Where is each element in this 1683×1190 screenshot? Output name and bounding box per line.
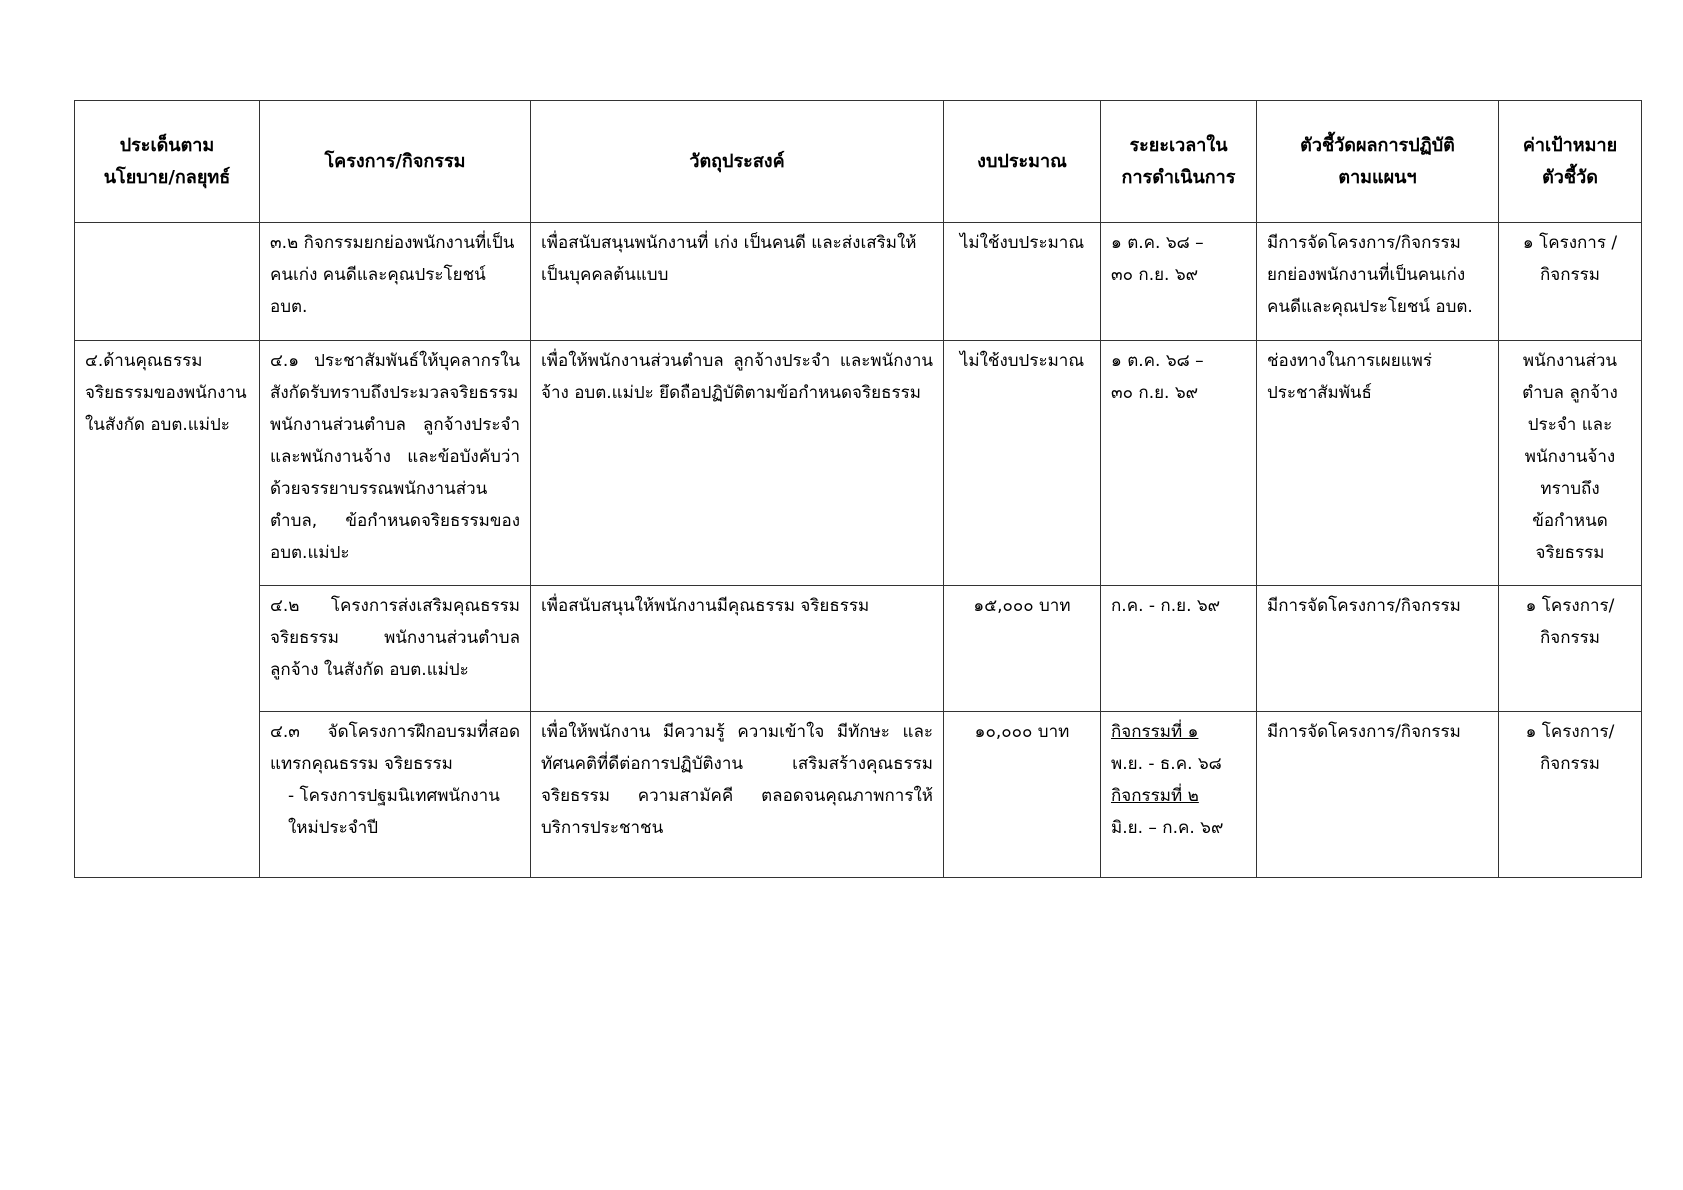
header-project: โครงการ/กิจกรรม [260, 101, 531, 223]
period-cell: ๑ ต.ค. ๖๘ – ๓๐ ก.ย. ๖๙ [1101, 223, 1257, 341]
target-cell: ๑ โครงการ/ กิจกรรม [1499, 586, 1642, 712]
objective-cell: เพื่อสนับสนุนพนักงานที่ เก่ง เป็นคนดี และส่งเสริมให้เป็นบุคคลต้นแบบ [531, 223, 944, 341]
header-row [75, 101, 1642, 223]
header-period: ระยะเวลาใน การดำเนินการ [1101, 101, 1257, 223]
project-cell: ๔.๑ ประชาสัมพันธ์ให้บุคลากรในสังกัดรับทราบถึงประมวลจริยธรรมพนักงานส่วนตำบล ลูกจ้างประจำ และพนักงานจ้าง และข้อบังคับว่าด้วยจรรยาบรรณพนักงานส่วนตำบล, ข้อกำหนดจริยธรรมของ อบต.แม่ปะ [260, 341, 531, 586]
budget-cell: ไม่ใช้งบประมาณ [944, 223, 1101, 341]
project-cell: ๓.๒ กิจกรรมยกย่องพนักงานที่เป็นคนเก่ง คนดีและคุณประโยชน์ อบต. [260, 223, 531, 341]
action-plan-table [74, 100, 1642, 878]
budget-cell: ๑๐,๐๐๐ บาท [944, 712, 1101, 878]
header-policy: ประเด็นตาม นโยบาย/กลยุทธ์ [75, 101, 260, 223]
header-objective: วัตถุประสงค์ [531, 101, 944, 223]
indicator-cell: ช่องทางในการเผยแพร่ ประชาสัมพันธ์ [1257, 341, 1499, 586]
project-cell [260, 712, 531, 878]
policy-cell [75, 223, 260, 341]
activity-1-label: กิจกรรมที่ ๑ [1111, 722, 1199, 742]
table-row [75, 341, 1642, 586]
indicator-cell: มีการจัดโครงการ/กิจกรรม ยกย่องพนักงานที่เป็นคนเก่ง คนดีและคุณประโยชน์ อบต. [1257, 223, 1499, 341]
indicator-cell: มีการจัดโครงการ/กิจกรรม [1257, 586, 1499, 712]
policy-cell-section-4: ๔.ด้านคุณธรรม จริยธรรมของพนักงาน ในสังกัด อบต.แม่ปะ [75, 341, 260, 878]
target-cell: ๑ โครงการ / กิจกรรม [1499, 223, 1642, 341]
period-cell: ๑ ต.ค. ๖๘ – ๓๐ ก.ย. ๖๙ [1101, 341, 1257, 586]
project-subitem: - โครงการปฐมนิเทศพนักงานใหม่ประจำปี [288, 786, 500, 838]
activity-2-period: มิ.ย. – ก.ค. ๖๙ [1111, 818, 1224, 838]
target-cell: พนักงานส่วน ตำบล ลูกจ้าง ประจำ และ พนักงานจ้าง ทราบถึง ข้อกำหนด จริยธรรม [1499, 341, 1642, 586]
activity-1-period: พ.ย. - ธ.ค. ๖๘ [1111, 754, 1222, 774]
activity-2-label: กิจกรรมที่ ๒ [1111, 786, 1199, 806]
header-indicator: ตัวชี้วัดผลการปฏิบัติ ตามแผนฯ [1257, 101, 1499, 223]
indicator-cell: มีการจัดโครงการ/กิจกรรม [1257, 712, 1499, 878]
period-cell [1101, 712, 1257, 878]
header-budget: งบประมาณ [944, 101, 1101, 223]
target-cell: ๑ โครงการ/ กิจกรรม [1499, 712, 1642, 878]
budget-cell: ไม่ใช้งบประมาณ [944, 341, 1101, 586]
objective-cell: เพื่อให้พนักงานส่วนตำบล ลูกจ้างประจำ และพนักงานจ้าง อบต.แม่ปะ ยึดถือปฏิบัติตามข้อกำหนดจริยธรรม [531, 341, 944, 586]
table-row [75, 586, 1642, 712]
budget-cell: ๑๕,๐๐๐ บาท [944, 586, 1101, 712]
period-cell: ก.ค. - ก.ย. ๖๙ [1101, 586, 1257, 712]
objective-cell: เพื่อสนับสนุนให้พนักงานมีคุณธรรม จริยธรรม [531, 586, 944, 712]
project-cell: ๔.๒ โครงการส่งเสริมคุณธรรม จริยธรรม พนักงานส่วนตำบล ลูกจ้าง ในสังกัด อบต.แม่ปะ [260, 586, 531, 712]
table-row [75, 712, 1642, 878]
table-row [75, 223, 1642, 341]
header-target: ค่าเป้าหมาย ตัวชี้วัด [1499, 101, 1642, 223]
objective-cell: เพื่อให้พนักงาน มีความรู้ ความเข้าใจ มีทักษะ และทัศนคติที่ดีต่อการปฏิบัติงาน เสริมสร้างคุณธรรม จริยธรรม ความสามัคคี ตลอดจนคุณภาพการให้บริการประชาชน [531, 712, 944, 878]
project-title: ๔.๓ จัดโครงการฝึกอบรมที่สอดแทรกคุณธรรม จริยธรรม [270, 722, 520, 774]
